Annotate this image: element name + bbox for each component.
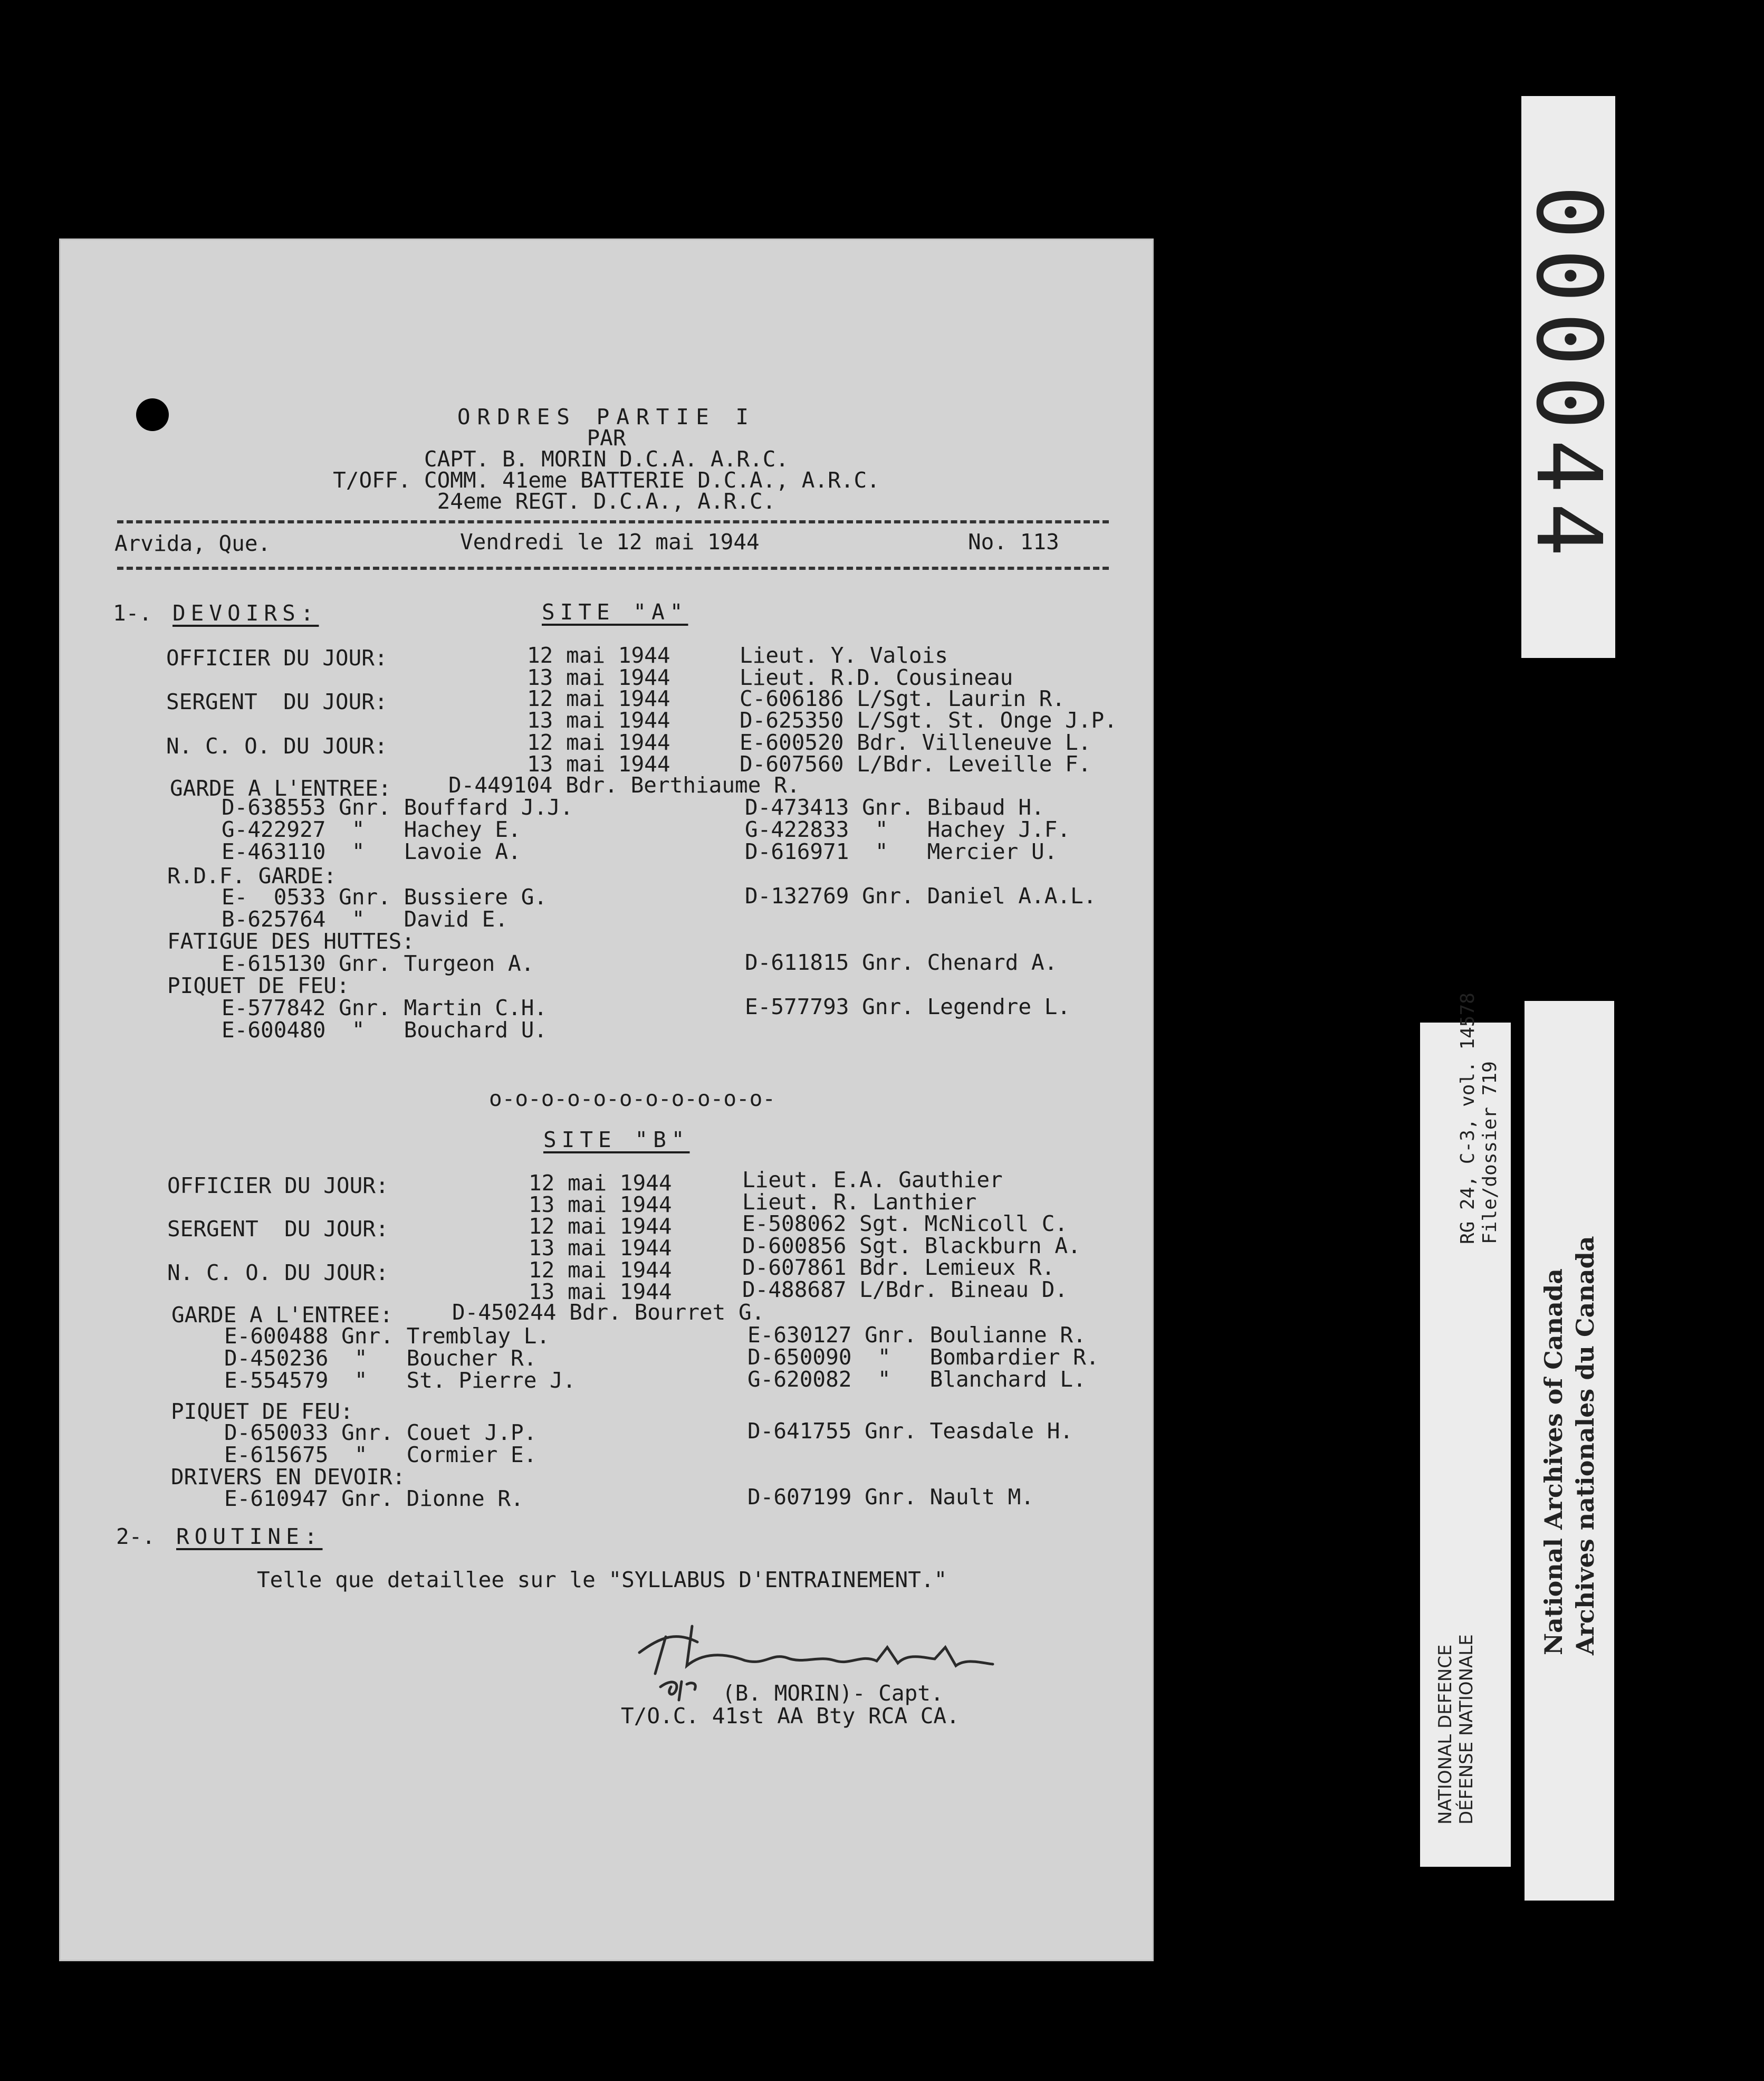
site-b-garde-right-3: G-620082 " Blanchard L. [747, 1367, 1086, 1392]
site-b-piquet-label: PIQUET DE FEU: [171, 1399, 353, 1424]
department-en: NATIONAL DEFENCE [1435, 1644, 1456, 1825]
record-group: RG 24, C-3, vol. 14578 [1457, 992, 1479, 1244]
site-b-officier-name-1: Lieut. E.A. Gauthier [742, 1167, 1003, 1192]
site-b-officier-date-2: 13 mai 1944 [529, 1192, 672, 1217]
site-b-garde-left-1: E-600488 Gnr. Tremblay L. [224, 1323, 550, 1349]
site-a-sergent-date-1: 12 mai 1944 [527, 686, 670, 711]
header-par: PAR [587, 425, 626, 451]
site-a-garde-head: D-449104 Bdr. Berthiaume R. [448, 772, 800, 798]
site-a-piquet-left-1: E-577842 Gnr. Martin C.H. [222, 995, 548, 1020]
dashed-rule-top [117, 520, 1109, 523]
site-b-nco-label: N. C. O. DU JOUR: [167, 1260, 389, 1285]
section-1-heading: DEVOIRS: [172, 600, 319, 626]
site-a-rdf-left-2: B-625764 " David E. [222, 906, 509, 932]
site-a-piquet-label: PIQUET DE FEU: [167, 973, 350, 998]
site-a-nco-name-2: D-607560 L/Bdr. Leveille F. [740, 751, 1091, 777]
site-b-title: SITE "B" [543, 1127, 690, 1152]
site-b-nco-date-2: 13 mai 1944 [529, 1279, 672, 1304]
site-a-garde-left-3: E-463110 " Lavoie A. [222, 839, 521, 864]
page-number-stamp [1516, 96, 1621, 658]
site-b-sergent-name-2: D-600856 Sgt. Blackburn A. [742, 1233, 1081, 1258]
site-a-garde-right-2: G-422833 " Hachey J.F. [745, 817, 1071, 842]
archives-name [1538, 1236, 1601, 1655]
archives-name-label [1525, 1001, 1614, 1901]
site-a-garde-left-2: G-422927 " Hachey E. [222, 817, 521, 842]
site-a-sergent-date-2: 13 mai 1944 [527, 708, 670, 733]
site-a-garde-right-3: D-616971 " Mercier U. [745, 839, 1058, 864]
site-b-drivers-left-1: E-610947 Gnr. Dionne R. [224, 1486, 524, 1511]
punch-hole [136, 398, 169, 431]
signature-name: (B. MORIN)- Capt. [722, 1681, 944, 1706]
site-a-nco-date-2: 13 mai 1944 [527, 751, 670, 777]
site-b-drivers-label: DRIVERS EN DEVOIR: [171, 1464, 406, 1490]
document-title: ORDRES PARTIE I [457, 404, 756, 429]
site-a-garde-left-1: D-638553 Gnr. Bouffard J.J. [222, 795, 573, 820]
archives-name-en: National Archives of Canada [1539, 1268, 1568, 1655]
site-a-sergent-name-1: C-606186 L/Sgt. Laurin R. [740, 686, 1066, 711]
site-b-nco-name-1: D-607861 Bdr. Lemieux R. [742, 1255, 1055, 1280]
archive-reference-label [1420, 992, 1511, 1867]
site-b-piquet-left-1: D-650033 Gnr. Couet J.P. [224, 1420, 537, 1445]
site-b-garde-right-1: E-630127 Gnr. Boulianne R. [747, 1322, 1086, 1348]
site-a-rdf-label: R.D.F. GARDE: [167, 863, 337, 889]
site-b-garde-label: GARDE A L'ENTREE: [171, 1302, 393, 1328]
site-b-sergent-label: SERGENT DU JOUR: [167, 1216, 389, 1242]
site-a-piquet-right-1: E-577793 Gnr. Legendre L. [745, 994, 1071, 1019]
site-b-garde-left-2: D-450236 " Boucher R. [224, 1345, 537, 1371]
site-b-officier-name-2: Lieut. R. Lanthier [742, 1189, 977, 1215]
document-page [59, 238, 1154, 1961]
site-a-nco-label: N. C. O. DU JOUR: [166, 733, 388, 759]
place: Arvida, Que. [114, 531, 271, 556]
site-b-garde-right-2: D-650090 " Bombardier R. [747, 1344, 1099, 1370]
site-b-drivers-right-1: D-607199 Gnr. Nault M. [747, 1484, 1034, 1510]
site-b-sergent-name-1: E-508062 Sgt. McNicoll C. [742, 1211, 1068, 1236]
site-a-fatigue-label: FATIGUE DES HUTTES: [167, 929, 415, 954]
site-b-sergent-date-1: 12 mai 1944 [529, 1214, 672, 1239]
section-2-heading: ROUTINE: [176, 1524, 323, 1549]
record-reference [1457, 992, 1501, 1244]
site-a-piquet-left-2: E-600480 " Bouchard U. [222, 1017, 548, 1043]
site-a-officier-name-1: Lieut. Y. Valois [740, 643, 948, 668]
site-b-nco-date-1: 12 mai 1944 [529, 1257, 672, 1283]
site-b-garde-left-3: E-554579 " St. Pierre J. [224, 1368, 576, 1393]
site-a-sergent-name-2: D-625350 L/Sgt. St. Onge J.P. [740, 708, 1117, 733]
stamp-number: 000044 [1516, 185, 1621, 567]
site-a-fatigue-right-1: D-611815 Gnr. Chenard A. [745, 950, 1058, 975]
header-line-3: 24eme REGT. D.C.A., A.R.C. [437, 489, 776, 514]
site-a-garde-right-1: D-473413 Gnr. Bibaud H. [745, 795, 1044, 820]
site-b-sergent-date-2: 13 mai 1944 [529, 1235, 672, 1261]
site-a-nco-name-1: E-600520 Bdr. Villeneuve L. [740, 730, 1091, 755]
site-b-officier-label: OFFICIER DU JOUR: [167, 1173, 389, 1198]
archives-name-fr: Archives nationales du Canada [1571, 1236, 1599, 1655]
site-b-officier-date-1: 12 mai 1944 [529, 1170, 672, 1196]
file-number: File/dossier 719 [1479, 1061, 1501, 1244]
site-a-officier-date-2: 13 mai 1944 [527, 665, 670, 690]
department-label [1435, 1634, 1477, 1825]
site-a-officier-date-1: 12 mai 1944 [527, 643, 670, 668]
site-a-officier-label: OFFICIER DU JOUR: [166, 645, 388, 671]
dashed-rule-bottom [117, 567, 1109, 570]
order-number: No. 113 [968, 529, 1059, 555]
routine-text: Telle que detaillee sur le "SYLLABUS D'ENTRAINEMENT." [257, 1567, 947, 1592]
site-a-title: SITE "A" [542, 599, 688, 625]
site-a-officier-name-2: Lieut. R.D. Cousineau [740, 665, 1013, 690]
document-body [59, 238, 1154, 1961]
signature-title: T/O.C. 41st AA Bty RCA CA. [621, 1703, 960, 1729]
site-b-piquet-left-2: E-615675 " Cormier E. [224, 1442, 537, 1467]
section-2-number: 2-. [116, 1524, 156, 1549]
section-separator: o-o-o-o-o-o-o-o-o-o-o- [489, 1086, 776, 1111]
department-fr: DÉFENSE NATIONALE [1456, 1634, 1477, 1825]
site-a-rdf-left-1: E- 0533 Gnr. Bussiere G. [222, 884, 548, 910]
site-a-nco-date-1: 12 mai 1944 [527, 730, 670, 755]
site-b-nco-name-2: D-488687 L/Bdr. Bineau D. [742, 1277, 1068, 1302]
section-1-number: 1-. [113, 600, 152, 626]
site-a-rdf-right-1: D-132769 Gnr. Daniel A.A.L. [745, 883, 1097, 909]
site-a-sergent-label: SERGENT DU JOUR: [166, 689, 388, 714]
site-a-garde-label: GARDE A L'ENTREE: [170, 776, 391, 801]
order-date: Vendredi le 12 mai 1944 [460, 529, 760, 555]
site-b-piquet-right-1: D-641755 Gnr. Teasdale H. [747, 1418, 1073, 1444]
site-b-garde-head: D-450244 Bdr. Bourret G. [452, 1300, 765, 1325]
header-line-1: CAPT. B. MORIN D.C.A. A.R.C. [424, 446, 789, 472]
header-line-2: T/OFF. COMM. 41eme BATTERIE D.C.A., A.R.C. [333, 467, 880, 493]
site-a-fatigue-left-1: E-615130 Gnr. Turgeon A. [222, 951, 534, 976]
